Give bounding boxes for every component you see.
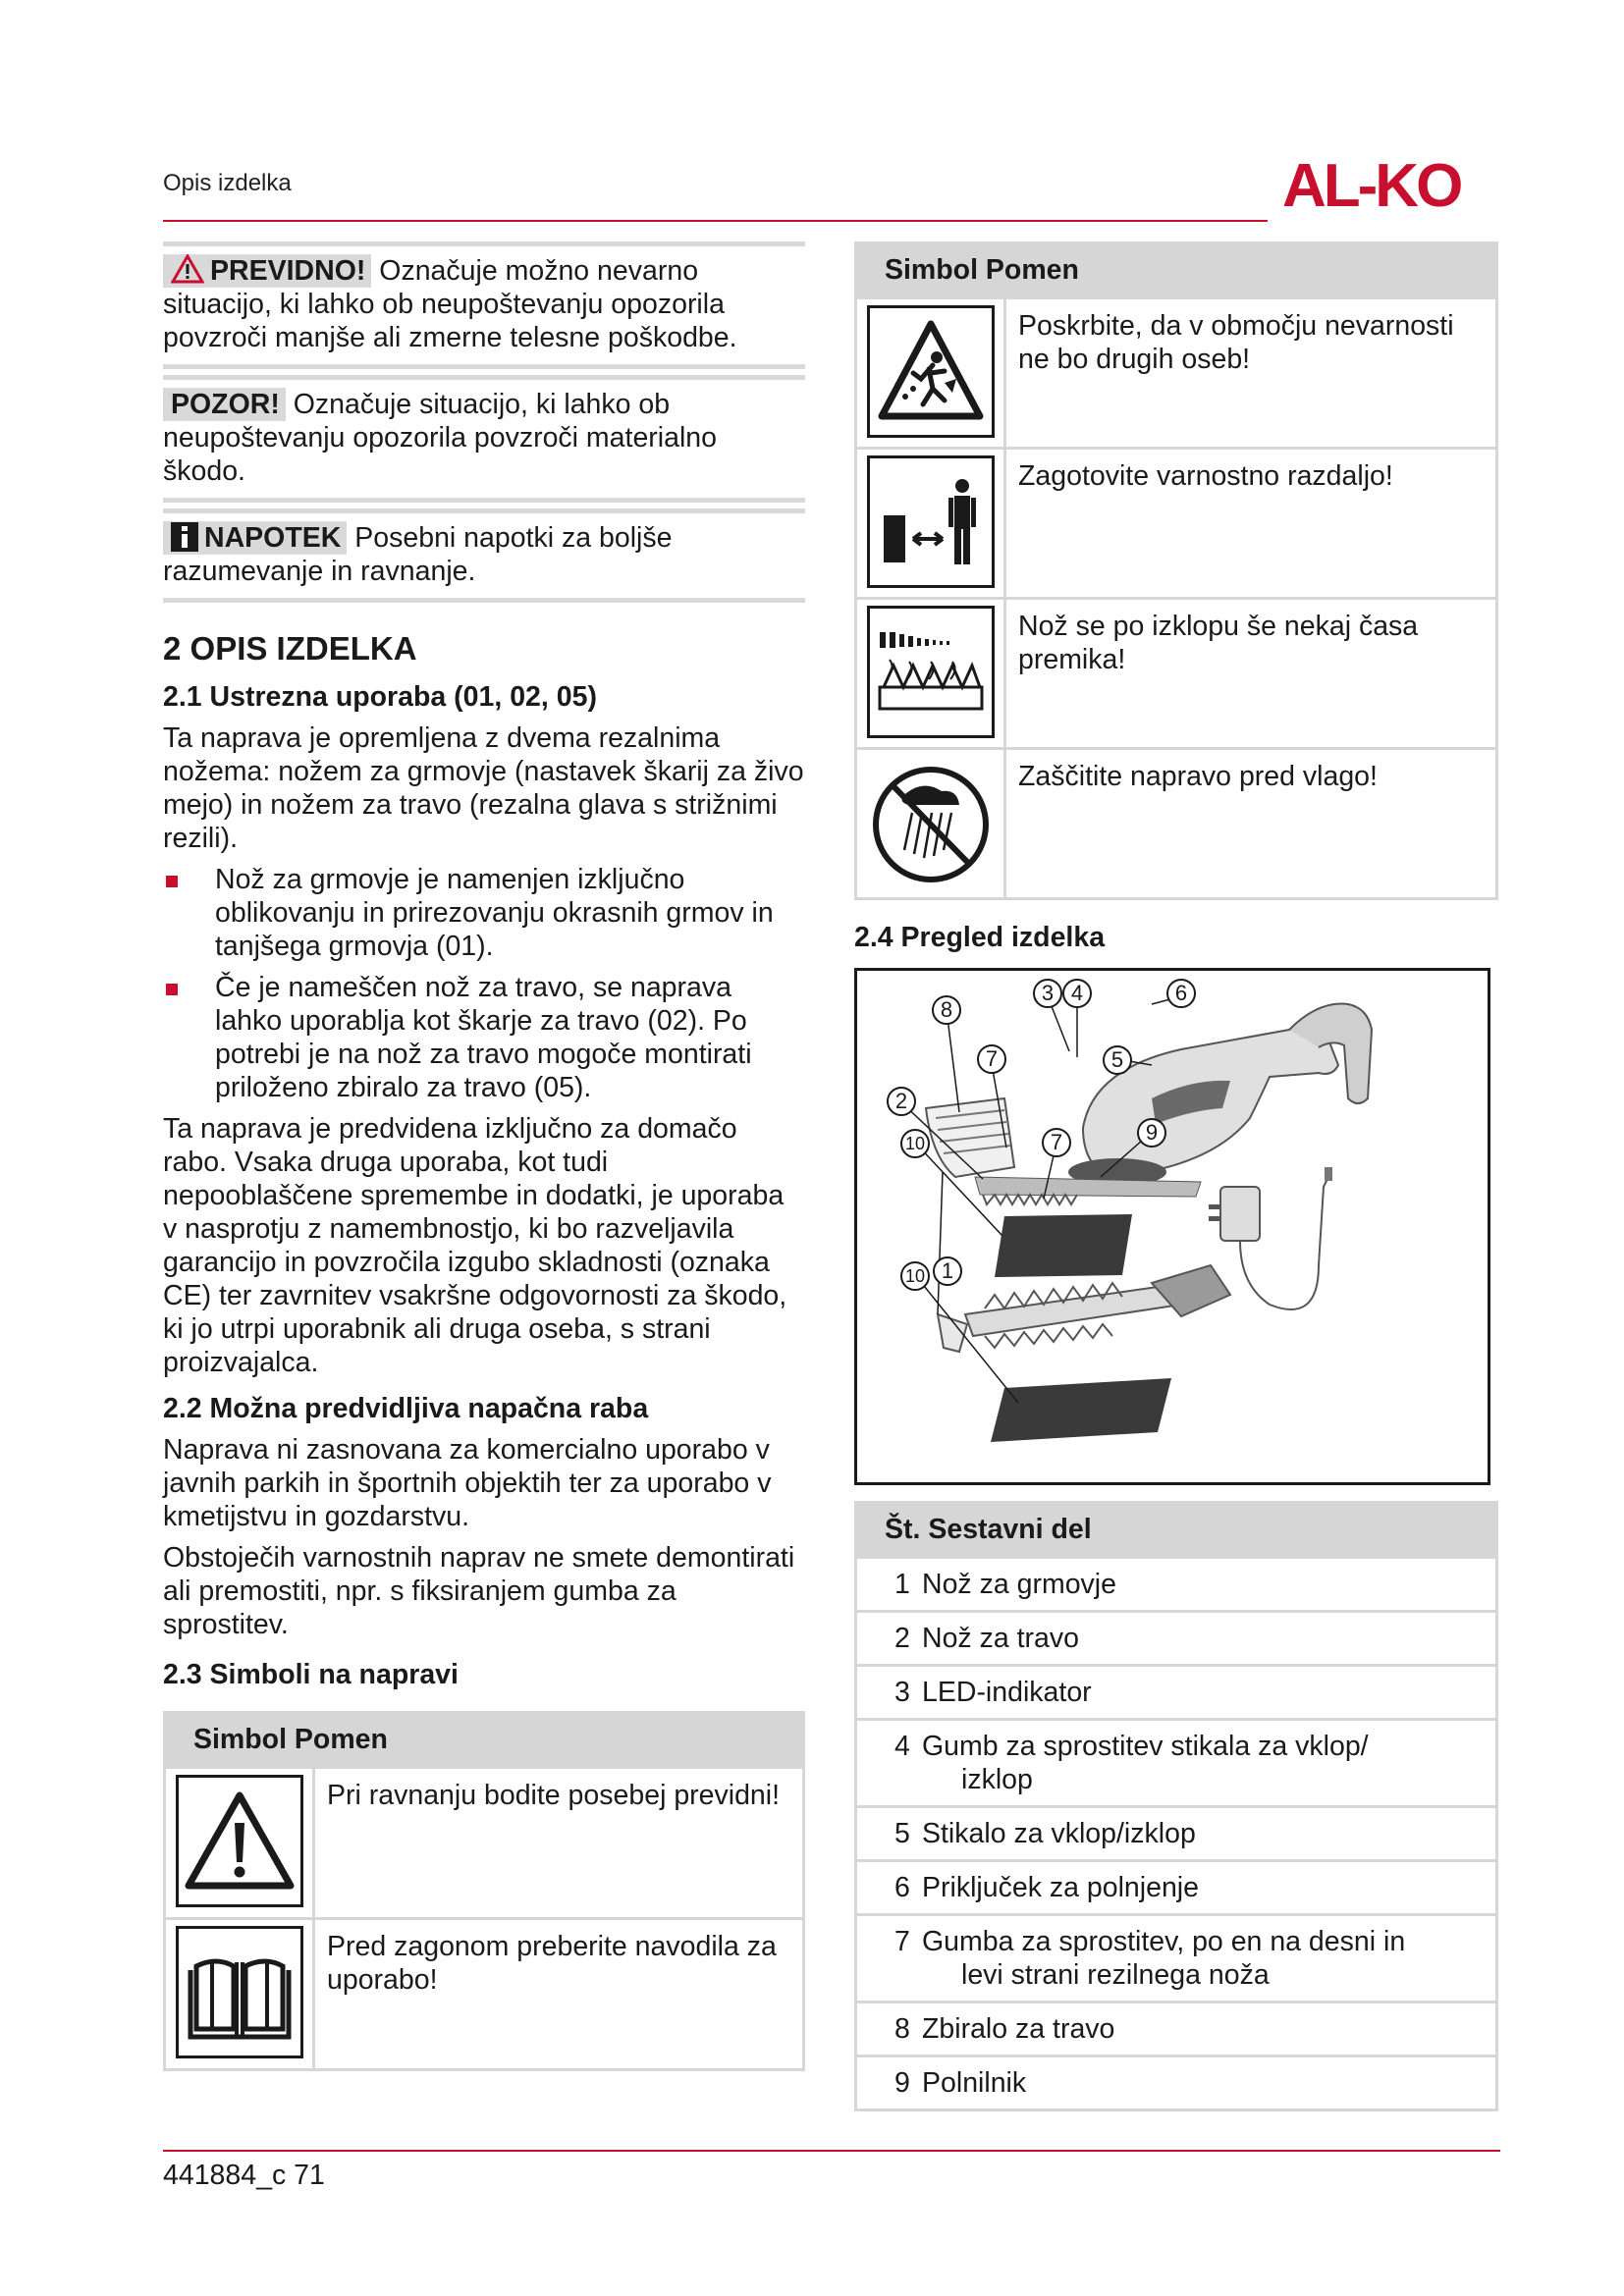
callout-7: 7 xyxy=(977,1044,1006,1074)
caution-tag xyxy=(163,254,371,288)
symbol-cell xyxy=(857,750,1006,897)
page-number: 441884_c 71 xyxy=(163,2160,325,2191)
part-label: Stikalo za vklop/izklop xyxy=(922,1818,1196,1849)
symbols-table-header: Simbol Pomen xyxy=(857,244,1495,296)
no-rain-icon xyxy=(867,756,995,888)
table-row xyxy=(857,1805,1495,1859)
safe-distance-icon xyxy=(867,455,995,588)
table-row xyxy=(857,1664,1495,1718)
product-overview-illustration xyxy=(857,971,1488,1482)
symbol-cell xyxy=(857,450,1006,597)
symbol-cell xyxy=(857,600,1006,747)
symbols-table-left xyxy=(163,1711,805,2071)
part-label-continuation: levi strani rezilnega noža xyxy=(961,1959,1270,1991)
subsection-2-2-title: 2.2 Možna predvidljiva napačna raba xyxy=(163,1393,649,1424)
parts-table-header: Št. Sestavni del xyxy=(857,1504,1495,1556)
table-row xyxy=(857,747,1495,897)
part-number: 6 xyxy=(894,1872,910,1903)
note-text: Posebni napotki za boljše razumevanje in ravnanje. xyxy=(163,522,673,587)
product-overview-figure xyxy=(854,968,1490,1485)
svg-text:AL-KO: AL-KO xyxy=(1282,155,1461,214)
right-column xyxy=(854,241,1498,2111)
part-label: Priključek za polnjenje xyxy=(922,1872,1199,1903)
part-label: Polnilnik xyxy=(922,2067,1027,2099)
charger xyxy=(1220,1187,1260,1241)
symbol-meaning: Zaščitite napravo pred vlago! xyxy=(1018,761,1378,792)
page-section-title: Opis izdelka xyxy=(163,170,292,196)
intended-use-paragraph: Ta naprava je opremljena z dvema rezalnima nožema: nožem za grmovje (nastavek škarij za živo mejo) in nožem za travo (rezalna glava s strižnimi rezili). xyxy=(163,722,804,854)
blade-cover xyxy=(991,1378,1171,1442)
symbol-meaning: Pri ravnanju bodite posebej previdni! xyxy=(327,1780,781,1811)
grass-blade xyxy=(975,1177,1201,1197)
callout-8: 8 xyxy=(932,995,961,1025)
part-label-group xyxy=(922,1925,1484,1992)
misuse-paragraph-2: Obstoječih varnostnih naprav ne smete demontirati ali premostiti, npr. s fiksiranjem gumba za sprostitev. xyxy=(163,1542,795,1640)
left-column xyxy=(163,241,805,2071)
symbol-cell xyxy=(166,1769,315,1917)
note-label: NAPOTEK xyxy=(204,522,342,554)
note-tag xyxy=(163,521,347,555)
part-label: Gumb za sprostitev stikala za vklop/ xyxy=(922,1731,1369,1762)
symbol-meaning: Pred zagonom preberite navodila za uporabo! xyxy=(327,1931,777,1996)
symbols-table-right xyxy=(854,241,1498,900)
symbol-meaning: Poskrbite, da v območju nevarnosti ne bo drugih oseb! xyxy=(1018,310,1454,375)
callout-10: 10 xyxy=(900,1261,930,1291)
section-title: 2 OPIS IZDELKA xyxy=(163,630,417,667)
list-item-text: Če je nameščen nož za travo, se naprava lahko uporablja kot škarje za travo (02). Po potrebi je na nož za travo mogoče montirati priloženo zbiralo za travo (05). xyxy=(215,972,752,1103)
thrown-objects-hazard-icon xyxy=(867,305,995,438)
table-row xyxy=(166,1766,802,1917)
attention-tag: POZOR! xyxy=(163,388,286,421)
callout-7: 7 xyxy=(1042,1128,1071,1157)
part-label: Nož za grmovje xyxy=(922,1569,1116,1600)
callout-1: 1 xyxy=(933,1256,962,1286)
notice-caution xyxy=(163,241,805,369)
subsection-2-4-title: 2.4 Pregled izdelka xyxy=(854,922,1106,953)
list-item-text: Nož za grmovje je namenjen izključno oblikovanju in prirezovanju okrasnih grmov in tanjšega grmovja (01). xyxy=(215,864,774,962)
part-label: LED-indikator xyxy=(922,1677,1092,1708)
part-label: Gumba za sprostitev, po en na desni in xyxy=(922,1926,1406,1957)
table-row xyxy=(857,1556,1495,1610)
misuse-paragraph-1: Naprava ni zasnovana za komercialno uporabo v javnih parkih in športnih objektih ter za uporabo v kmetijstvu in gozdarstvu. xyxy=(163,1434,772,1532)
notice-attention xyxy=(163,375,805,503)
part-label-continuation: izklop xyxy=(961,1764,1033,1795)
part-number: 8 xyxy=(894,2013,910,2045)
symbol-meaning: Zagotovite varnostno razdaljo! xyxy=(1018,460,1393,492)
callout-2: 2 xyxy=(887,1087,916,1116)
bullet-square-icon xyxy=(166,876,178,887)
callout-9: 9 xyxy=(1137,1118,1166,1148)
domestic-use-paragraph: Ta naprava je predvidena izključno za domačo rabo. Vsaka druga uporaba, kot tudi nepooblaščene spremembe in dodatki, je uporaba v nasprotju z namembnostjo, ki bo razveljavila garancijo in povzročila izgubo skladnosti (oznaka CE) ter zavrnitev vsakršne odgovornosti za škodo, ki jo utrpi uporabnik ali druga oseba, s strani proizvajalca. xyxy=(163,1113,787,1378)
caution-label: PREVIDNO! xyxy=(210,255,366,287)
symbol-meaning: Nož se po izklopu še nekaj časa premika! xyxy=(1018,611,1419,675)
list-item xyxy=(163,971,805,1104)
warning-triangle-icon xyxy=(176,1775,303,1907)
part-number: 4 xyxy=(894,1731,910,1762)
warning-triangle-icon xyxy=(171,254,204,284)
read-manual-icon xyxy=(176,1926,303,2058)
blade-holder xyxy=(1152,1265,1230,1316)
subsection-2-3-title: 2.3 Simboli na napravi xyxy=(163,1659,459,1690)
callout-6: 6 xyxy=(1166,979,1196,1008)
table-row xyxy=(857,1718,1495,1805)
callout-4: 4 xyxy=(1062,979,1092,1008)
parts-table xyxy=(854,1501,1498,2111)
callout-5: 5 xyxy=(1103,1045,1132,1075)
table-row xyxy=(857,2055,1495,2109)
notice-note xyxy=(163,508,805,603)
part-label-group xyxy=(922,1730,1484,1796)
subsection-2-1-title: 2.1 Ustrezna uporaba (01, 02, 05) xyxy=(163,681,597,713)
bullet-square-icon xyxy=(166,984,178,995)
table-row xyxy=(857,597,1495,747)
table-row xyxy=(857,2001,1495,2055)
intended-use-list xyxy=(163,863,805,1104)
part-number: 5 xyxy=(894,1818,910,1849)
footer-rule xyxy=(163,2150,1500,2152)
part-label: Zbiralo za travo xyxy=(922,2013,1115,2045)
blade-rundown-icon xyxy=(867,606,995,738)
symbol-cell xyxy=(857,299,1006,447)
alko-logo xyxy=(1282,155,1500,214)
part-number: 1 xyxy=(894,1569,910,1600)
part-number: 2 xyxy=(894,1623,910,1654)
table-row xyxy=(857,447,1495,597)
callout-3: 3 xyxy=(1033,979,1062,1008)
part-number: 3 xyxy=(894,1677,910,1708)
table-row xyxy=(857,1913,1495,2001)
attention-text: Označuje situacijo, ki lahko ob neupoštevanju opozorila povzroči materialno škodo. xyxy=(163,389,718,487)
table-row xyxy=(857,1610,1495,1664)
table-row xyxy=(857,296,1495,447)
caution-text: Označuje možno nevarno situacijo, ki lahko ob neupoštevanju opozorila povzroči manjše ali zmerne telesne poškodbe. xyxy=(163,255,737,353)
table-row xyxy=(857,1859,1495,1913)
part-number: 7 xyxy=(894,1926,910,1957)
callout-10: 10 xyxy=(900,1129,930,1158)
table-row xyxy=(166,1917,802,2068)
symbols-table-header: Simbol Pomen xyxy=(166,1714,802,1766)
hedge-blade xyxy=(965,1285,1181,1336)
info-icon xyxy=(171,522,198,552)
part-label: Nož za travo xyxy=(922,1623,1079,1654)
list-item xyxy=(163,863,805,963)
blade-cover xyxy=(995,1214,1132,1277)
symbol-cell xyxy=(166,1920,315,2068)
part-number: 9 xyxy=(894,2067,910,2099)
header-rule xyxy=(163,220,1268,222)
